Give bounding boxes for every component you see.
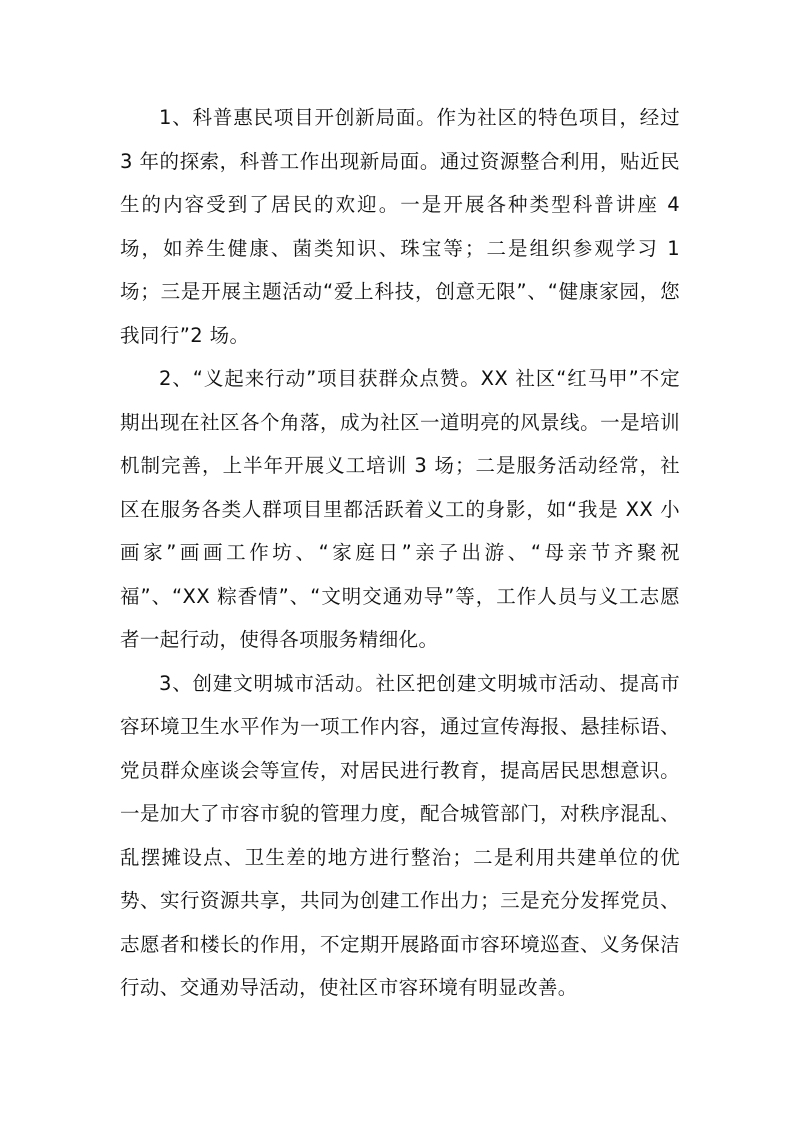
paragraph-science-popularization: 1、科普惠民项目开创新局面。作为社区的特色项目，经过 3 年的探索，科普工作出现新局面。通过资源整合利用，贴近民生的内容受到了居民的欢迎。一是开展各种类型科普讲座 4 场，如养生健康、菌类知识、珠宝等；二是组织参观学习 1 场；三是开展主题活动“爱上科技，创意无限”、“健康家园，您我同行”2 场。: [120, 106, 680, 347]
document-body: [120, 96, 680, 1010]
paragraph-volunteer-action: 2、“义起来行动”项目获群众点赞。XX 社区“红马甲”不定期出现在社区各个角落，成为社区一道明亮的风景线。一是培训机制完善，上半年开展义工培训 3 场；二是服务活动经常，社区在服务各类人群项目里都活跃着义工的身影，如“我是 XX 小画家”画画工作坊、“家庭日”亲子出游、“母亲节齐聚祝福”、“XX 粽香情”、“文明交通劝导”等，工作人员与义工志愿者一起行动，使得各项服务精细化。: [120, 367, 680, 651]
paragraph-civilized-city: 3、创建文明城市活动。社区把创建文明城市活动、提高市容环境卫生水平作为一项工作内容，通过宣传海报、悬挂标语、党员群众座谈会等宣传，对居民进行教育，提高居民思想意识。一是加大了市容市貌的管理力度，配合城管部门，对秩序混乱、乱摆摊设点、卫生差的地方进行整治；二是利用共建单位的优势、实行资源共享，共同为创建工作出力；三是充分发挥党员、志愿者和楼长的作用，不定期开展路面市容环境巡查、义务保洁行动、交通劝导活动，使社区市容环境有明显改善。: [120, 671, 680, 999]
